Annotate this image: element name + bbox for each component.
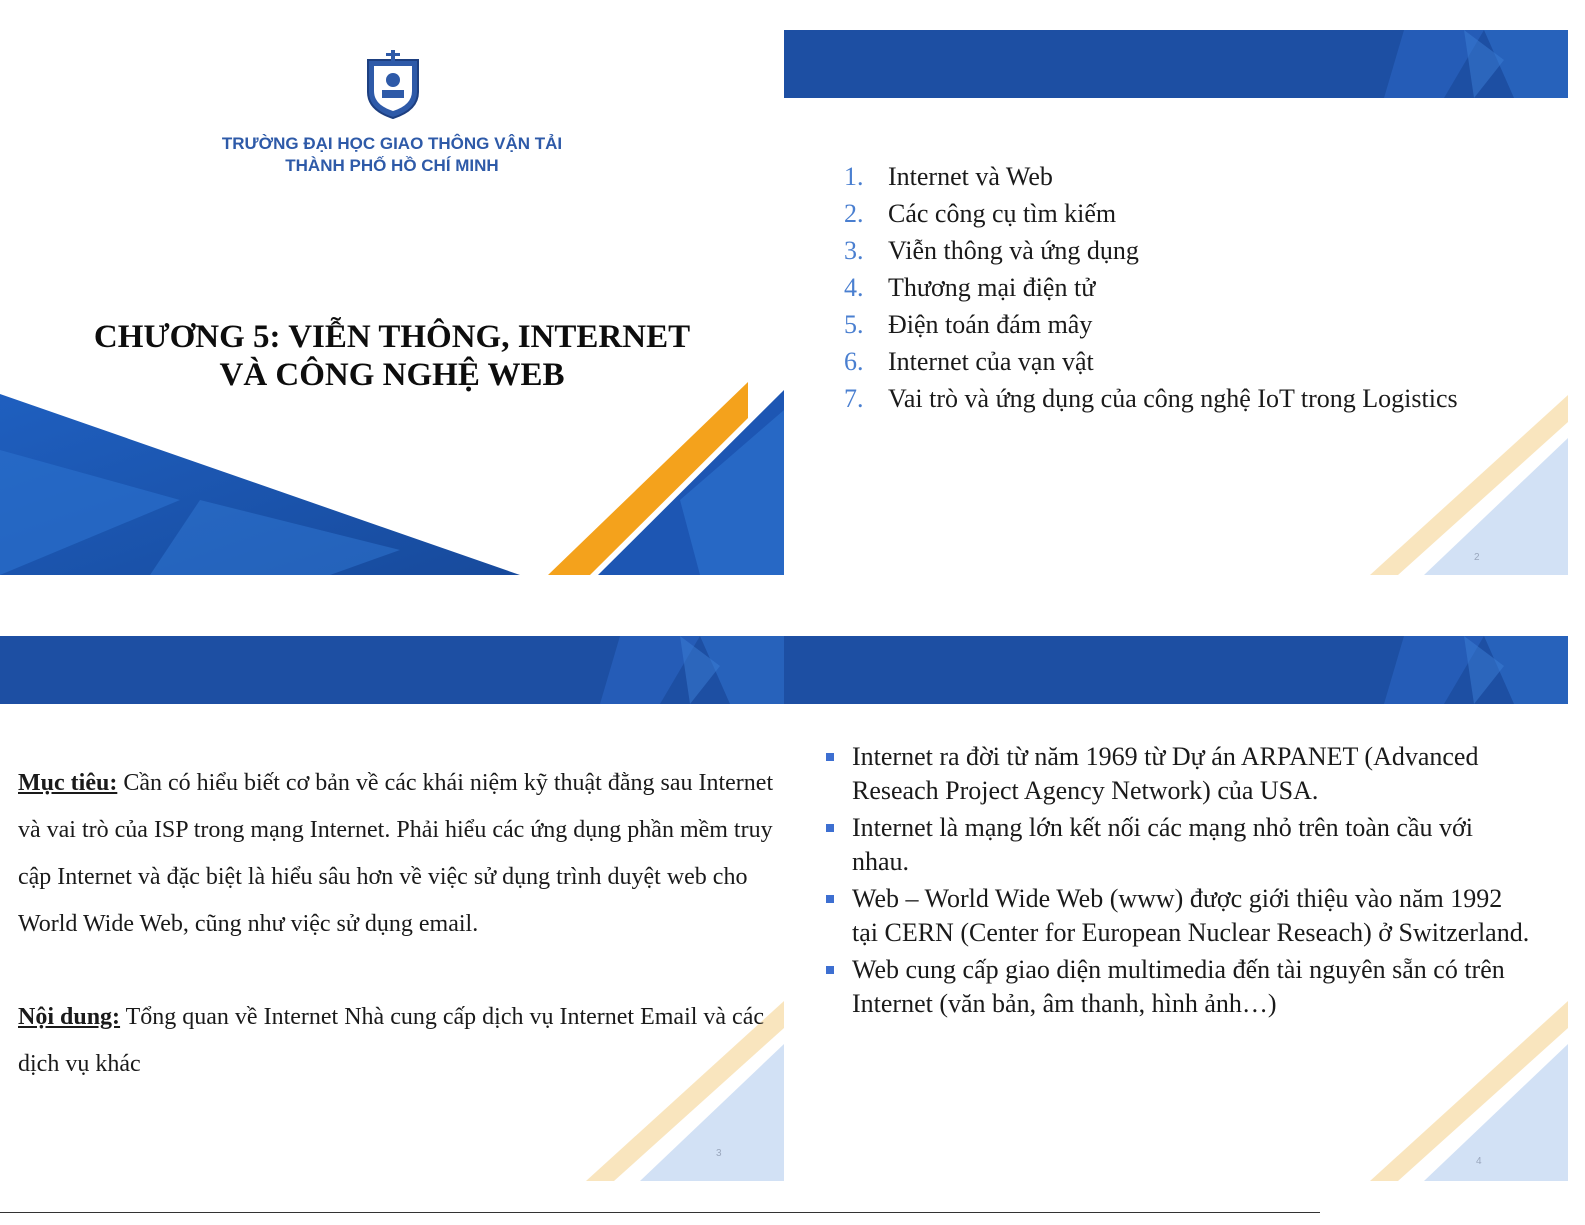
list-item: 5. Điện toán đám mây <box>844 310 1093 339</box>
slide-contents <box>784 30 1568 575</box>
content-text: Tổng quan về Internet Nhà cung cấp dịch vụ Internet Email và các dịch vụ khác <box>18 1004 765 1077</box>
objective-paragraph <box>18 760 778 948</box>
list-item: Web cung cấp giao diện multimedia đến tài nguyên sẵn có trên Internet (văn bản, âm thanh, hình ảnh…) <box>824 953 1534 1021</box>
list-item: Internet ra đời từ năm 1969 từ Dự án ARPANET (Advanced Reseach Project Agency Network) của USA. <box>824 740 1534 808</box>
page-number: 2 <box>1474 552 1480 563</box>
list-item: 1. Internet và Web <box>844 162 1053 191</box>
chapter-title-line1: CHƯƠNG 5: VIỄN THÔNG, INTERNET <box>93 319 691 355</box>
content-paragraph <box>18 994 778 1088</box>
list-item: 4. Thương mại điện tử <box>844 273 1096 302</box>
page-number: 4 <box>1476 1156 1482 1167</box>
list-item: Web – World Wide Web (www) được giới thiệu vào năm 1992 tại CERN (Center for European Nuclear Reseach) ở Switzerland. <box>824 882 1534 950</box>
list-item: Internet là mạng lớn kết nối các mạng nhỏ trên toàn cầu với nhau. <box>824 811 1534 879</box>
school-name-line1: TRƯỜNG ĐẠI HỌC GIAO THÔNG VẬN TẢI <box>221 134 563 153</box>
objective-label: Mục tiêu: <box>18 770 118 796</box>
bullet-square-icon <box>826 753 834 761</box>
slide-objectives <box>0 636 784 1181</box>
contents-list <box>844 158 1458 417</box>
page-number: 3 <box>716 1148 722 1159</box>
chapter-title-line2: VÀ CÔNG NGHỆ WEB <box>219 357 565 393</box>
bullet-square-icon <box>826 895 834 903</box>
page-bottom-rule <box>0 1212 1320 1213</box>
content-label: Nội dung: <box>18 1004 121 1030</box>
school-name-line2: THÀNH PHỐ HỒ CHÍ MINH <box>285 156 499 175</box>
bullet-list <box>824 740 1534 1024</box>
list-item: 2. Các công cụ tìm kiếm <box>844 199 1117 228</box>
list-item: 3. Viễn thông và ứng dụng <box>844 236 1139 265</box>
bullet-square-icon <box>826 966 834 974</box>
slide-title <box>0 30 784 575</box>
objective-text: Cần có hiểu biết cơ bản về các khái niệm kỹ thuật đằng sau Internet và vai trò của ISP trong mạng Internet. Phải hiểu các ứng dụng phần mềm truy cập Internet và đặc biệt là hiểu sâu hơn về việc sử dụng trình duyệt web cho World Wide Web, cũng như việc sử dụng email. <box>18 770 774 937</box>
list-item: 7. Vai trò và ứng dụng của công nghệ IoT trong Logistics <box>844 384 1458 413</box>
list-item: 6. Internet của vạn vật <box>844 347 1094 376</box>
university-shield-icon <box>362 48 424 120</box>
bullet-square-icon <box>826 824 834 832</box>
slide-internet-web <box>784 636 1568 1181</box>
